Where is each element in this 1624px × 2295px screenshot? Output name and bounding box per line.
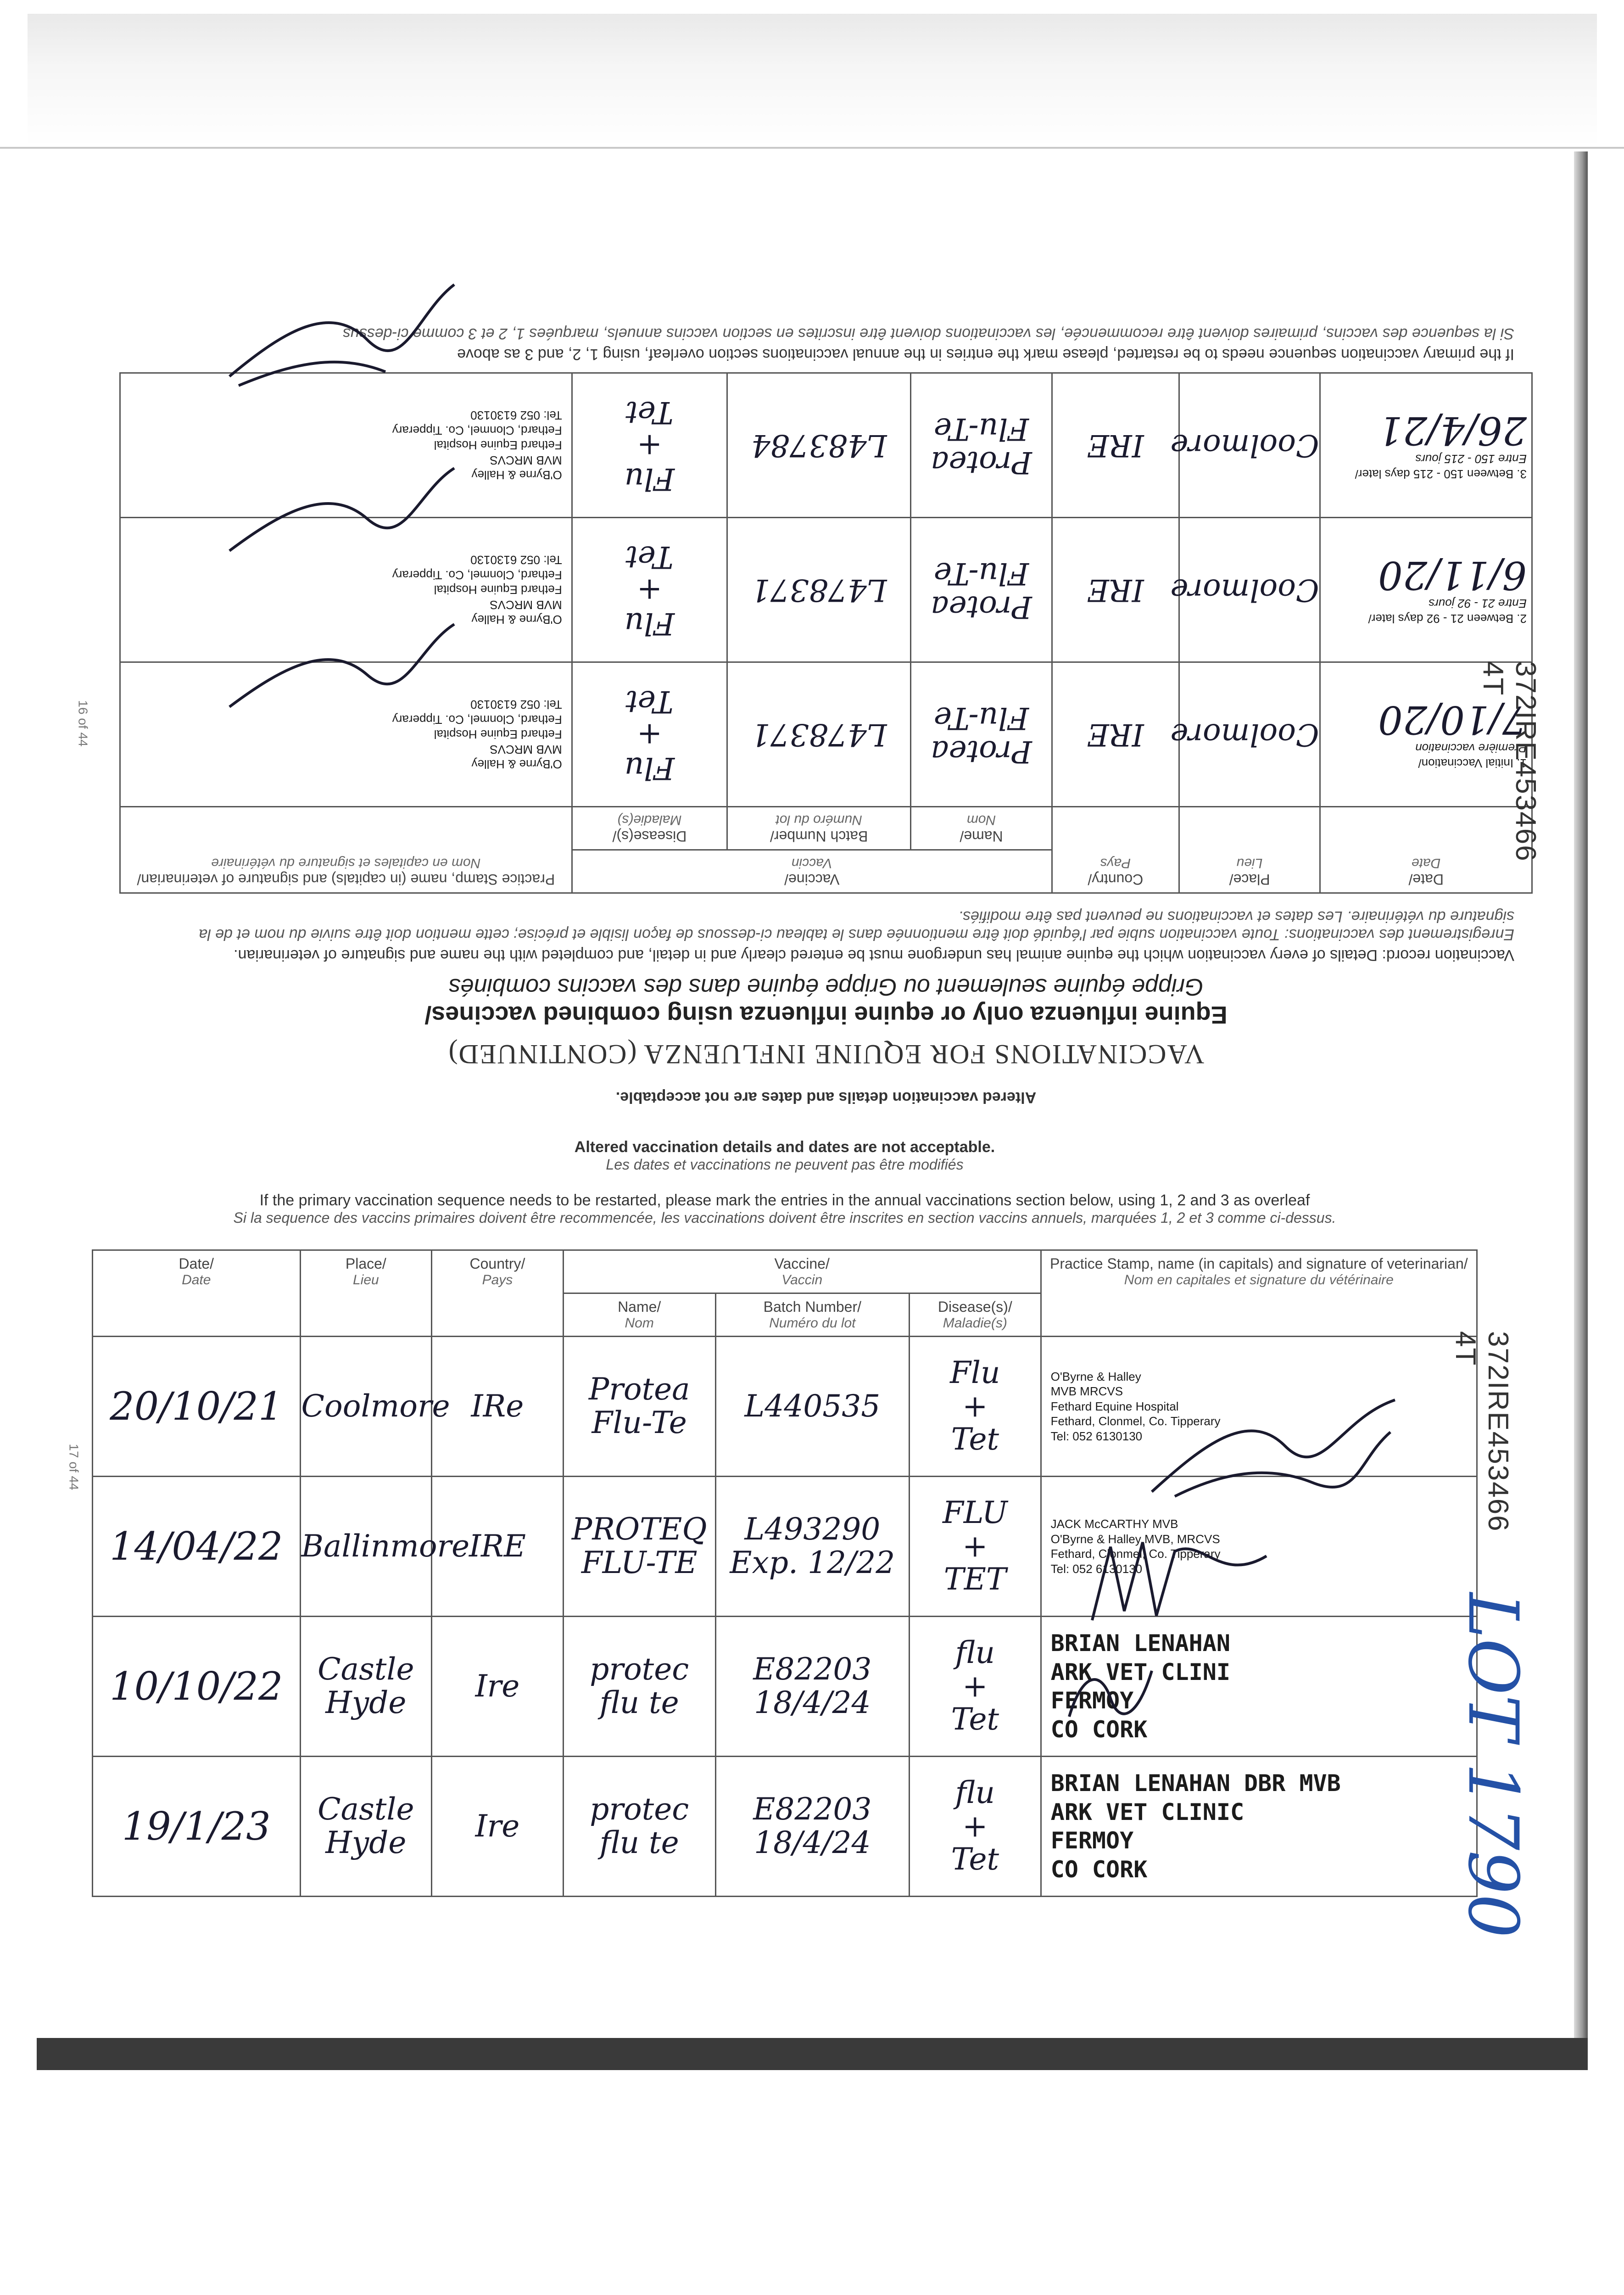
scan-bottom-shadow bbox=[37, 2038, 1588, 2070]
lower-row-disease: Flu + Tet bbox=[910, 1337, 1041, 1477]
upper-section-title: VACCINATIONS FOR EQUINE INFLUENZA (CONTINUED) bbox=[447, 1039, 1205, 1069]
upper-row-place: Coolmore bbox=[1179, 373, 1320, 518]
upper-row-label: 1. Initial Vaccination/ bbox=[1418, 756, 1527, 770]
upper-header-batch: Batch Number/ Numéro du lot bbox=[727, 807, 911, 850]
upper-row-3 bbox=[120, 373, 1532, 518]
lower-restart-note-fr: Si la sequence des vaccins primaires doivent être recommencée, les vaccinations doivent être inscrites en section vaccins annuels, marquées 1, 2 et 3 comme ci-dessus. bbox=[233, 1209, 1336, 1226]
lower-row-vaccine-name: protec flu te bbox=[563, 1617, 715, 1757]
lower-row-disease: FLU + TET bbox=[910, 1477, 1041, 1617]
lower-row-3 bbox=[93, 1617, 1477, 1757]
upper-row-batch: L478371 bbox=[727, 518, 911, 662]
lower-row-vaccine-name: protec flu te bbox=[563, 1757, 715, 1897]
upper-row-date: 7/10/20 bbox=[1378, 697, 1527, 742]
upper-row-label-fr: Entre 21 - 92 jours bbox=[1429, 597, 1527, 611]
lower-header-name: Name/ Nom bbox=[563, 1293, 715, 1337]
upper-passport-page bbox=[119, 257, 1533, 1111]
lower-restart-note: If the primary vaccination sequence needs to be restarted, please mark the entries in the annual vaccinations section below, using 1, 2 and 3 as overleaf bbox=[259, 1192, 1310, 1209]
upper-header-name: Name/ Nom bbox=[911, 807, 1052, 850]
scan-right-edge bbox=[1574, 151, 1588, 2038]
upper-row-place: Coolmore bbox=[1179, 518, 1320, 662]
scan-top-shadow bbox=[28, 14, 1597, 147]
lower-row-disease: flu + Tet bbox=[910, 1617, 1041, 1757]
lower-row-country: Ire bbox=[432, 1617, 564, 1757]
upper-vaccination-table bbox=[119, 372, 1533, 894]
upper-row-country: IRE bbox=[1052, 518, 1179, 662]
lower-row-stamp: O'Byrne & Halley MVB MRCVS Fethard Equine Hospital Fethard, Clonmel, Co. Tipperary Tel: 052 6130130 bbox=[1041, 1337, 1477, 1477]
upper-row-batch: L483784 bbox=[727, 373, 911, 518]
upper-row-place: Coolmore bbox=[1179, 662, 1320, 807]
lot-annotation: LOT 1790 bbox=[1453, 1593, 1533, 1938]
upper-record-text: Vaccination record: Details of every vaccination which the equine animal has undergone must be entered clearly and in detail, and completed with the name and signature of veterinarian. bbox=[234, 946, 1514, 964]
lower-header-place: Place/ Lieu bbox=[300, 1250, 432, 1337]
lower-row-2 bbox=[93, 1477, 1477, 1617]
lower-row-1 bbox=[93, 1337, 1477, 1477]
upper-row-disease: Flu + Tet bbox=[572, 518, 727, 662]
lower-row-country: Ire bbox=[432, 1757, 564, 1897]
lower-row-date: 10/10/22 bbox=[93, 1617, 301, 1757]
upper-passport-id: 372IRE453466 4T bbox=[1477, 661, 1541, 862]
upper-row-vaccine-name: Protea Flu-Te bbox=[911, 518, 1052, 662]
lower-altered-text: Altered vaccination details and dates are not acceptable. bbox=[574, 1138, 995, 1156]
lower-header-disease: Disease(s)/ Maladie(s) bbox=[910, 1293, 1041, 1337]
lower-row-place: Coolmore bbox=[300, 1337, 432, 1477]
lower-page-number: 17 of 44 bbox=[67, 1444, 81, 1490]
upper-record-text-fr: Enregistrement des vaccinations: Toute vaccination subie par l'équidé doit être mentionnée dans le tableau ci-dessous de façon lisible et précise; cette mention doit être suivie du nom et de la signature du vétérinaire. Les dates et vaccinations ne peuvent pas être modifiés. bbox=[199, 908, 1514, 943]
lower-header-vaccine: Vaccine/ Vaccin bbox=[563, 1250, 1041, 1293]
upper-restart-note: If the primary vaccination sequence needs to be restarted, please mark the entries in the annual vaccinations section overleaf, using 1, 2, and 3 as above bbox=[457, 346, 1514, 363]
lower-row-place: Castle Hyde bbox=[300, 1617, 432, 1757]
lower-row-country: IRe bbox=[432, 1337, 564, 1477]
page-fold-line bbox=[0, 147, 1624, 149]
upper-row-vaccine-name: Protea Flu-Te bbox=[911, 662, 1052, 807]
upper-row-date: 6/11/20 bbox=[1378, 552, 1527, 598]
lower-row-country: IRE bbox=[432, 1477, 564, 1617]
lower-row-4 bbox=[93, 1757, 1477, 1897]
lower-row-batch: L440535 bbox=[715, 1337, 909, 1477]
upper-header-date: Date/ Date bbox=[1320, 807, 1532, 893]
upper-row-stamp: O'Byrne & Halley MVB MRCVS Fethard Equine Hospital Fethard, Clonmel, Co. Tipperary Tel: 052 6130130 bbox=[120, 373, 572, 518]
lower-header-date: Date/ Date bbox=[93, 1250, 301, 1337]
upper-header-vaccine: Vaccine/ Vaccin bbox=[572, 850, 1052, 893]
lower-row-stamp: BRIAN LENAHAN DBR MVB ARK VET CLINIC FERMOY CO CORK bbox=[1041, 1757, 1477, 1897]
upper-row-label-fr: Première vaccination bbox=[1415, 741, 1527, 756]
upper-row-2 bbox=[120, 518, 1532, 662]
lower-header-stamp: Practice Stamp, name (in capitals) and signature of veterinarian/ Nom en capitales et signature du vétérinaire bbox=[1041, 1250, 1477, 1337]
lower-row-batch: L493290 Exp. 12/22 bbox=[715, 1477, 909, 1617]
upper-header-place: Place/ Lieu bbox=[1179, 807, 1320, 893]
lower-header-country: Country/ Pays bbox=[432, 1250, 564, 1337]
lower-row-stamp: BRIAN LENAHAN ARK VET CLINI FERMOY CO CORK bbox=[1041, 1617, 1477, 1757]
lower-row-vaccine-name: Protea Flu-Te bbox=[563, 1337, 715, 1477]
upper-row-stamp: O'Byrne & Halley MVB MRCVS Fethard Equine Hospital Fethard, Clonmel, Co. Tipperary Tel: 052 6130130 bbox=[120, 518, 572, 662]
lower-passport-id: 372IRE453466 4T bbox=[1450, 1331, 1514, 1532]
upper-page-number: 16 of 44 bbox=[76, 700, 90, 747]
upper-row-label-fr: Entre 150 - 215 jours bbox=[1415, 452, 1527, 466]
upper-row-batch: L478371 bbox=[727, 662, 911, 807]
lower-row-date: 19/1/23 bbox=[93, 1757, 301, 1897]
lower-row-batch: E82203 18/4/24 bbox=[715, 1617, 909, 1757]
upper-header-disease: Disease(s)/ Maladie(s) bbox=[572, 807, 727, 850]
upper-row-stamp: O'Byrne & Halley MVB MRCVS Fethard Equine Hospital Fethard, Clonmel, Co. Tipperary Tel: 052 6130130 bbox=[120, 662, 572, 807]
lower-row-date: 14/04/22 bbox=[93, 1477, 301, 1617]
lower-passport-page bbox=[92, 1138, 1478, 1960]
upper-row-disease: Flu + Tet bbox=[572, 662, 727, 807]
lower-row-date: 20/10/21 bbox=[93, 1337, 301, 1477]
upper-row-country: IRE bbox=[1052, 373, 1179, 518]
upper-row-label: 3. Between 150 - 215 days later/ bbox=[1355, 467, 1527, 481]
upper-restart-note-fr: Si la sequence des vaccins, primaires doivent être recommencée, les vaccinations doivent être inscrites en section vaccins annuels, marquées 1, 2 et 3 comme ci-dessus bbox=[342, 325, 1514, 342]
upper-bold-title-fr: Grippe équine seulement ou Grippe équine dans des vaccins combinés bbox=[448, 974, 1204, 1000]
upper-row-date-cell bbox=[1320, 518, 1532, 662]
upper-bold-title: Equine influenza only or equine influenza using combined vaccines/ bbox=[424, 1001, 1228, 1029]
upper-row-1 bbox=[120, 662, 1532, 807]
lower-row-batch: E82203 18/4/24 bbox=[715, 1757, 909, 1897]
upper-row-vaccine-name: Protea Flu-Te bbox=[911, 373, 1052, 518]
lower-row-vaccine-name: PROTEQ FLU-TE bbox=[563, 1477, 715, 1617]
upper-altered-text: Altered vaccination details and dates are not acceptable. bbox=[615, 1089, 1037, 1106]
upper-row-country: IRE bbox=[1052, 662, 1179, 807]
upper-row-date: 26/4/21 bbox=[1378, 408, 1527, 453]
upper-row-date-cell bbox=[1320, 373, 1532, 518]
lower-row-place: Castle Hyde bbox=[300, 1757, 432, 1897]
lower-header-batch: Batch Number/ Numéro du lot bbox=[715, 1293, 909, 1337]
lower-vaccination-table bbox=[92, 1249, 1478, 1897]
upper-header-stamp: Practice Stamp, name (in capitals) and signature of veterinarian/ Nom en capitales et signature du vétérinaire bbox=[120, 807, 572, 893]
upper-header-country: Country/ Pays bbox=[1052, 807, 1179, 893]
lower-altered-text-fr: Les dates et vaccinations ne peuvent pas être modifiés bbox=[606, 1156, 964, 1173]
lower-row-stamp: JACK McCARTHY MVB O'Byrne & Halley MVB, MRCVS Fethard, Clonmel, Co. Tipperary Tel: 052 6130130 bbox=[1041, 1477, 1477, 1617]
lower-row-disease: flu + Tet bbox=[910, 1757, 1041, 1897]
lower-row-place: Ballinmore bbox=[300, 1477, 432, 1617]
upper-row-label: 2. Between 21 - 92 days later/ bbox=[1368, 611, 1527, 626]
upper-row-disease: Flu + Tet bbox=[572, 373, 727, 518]
